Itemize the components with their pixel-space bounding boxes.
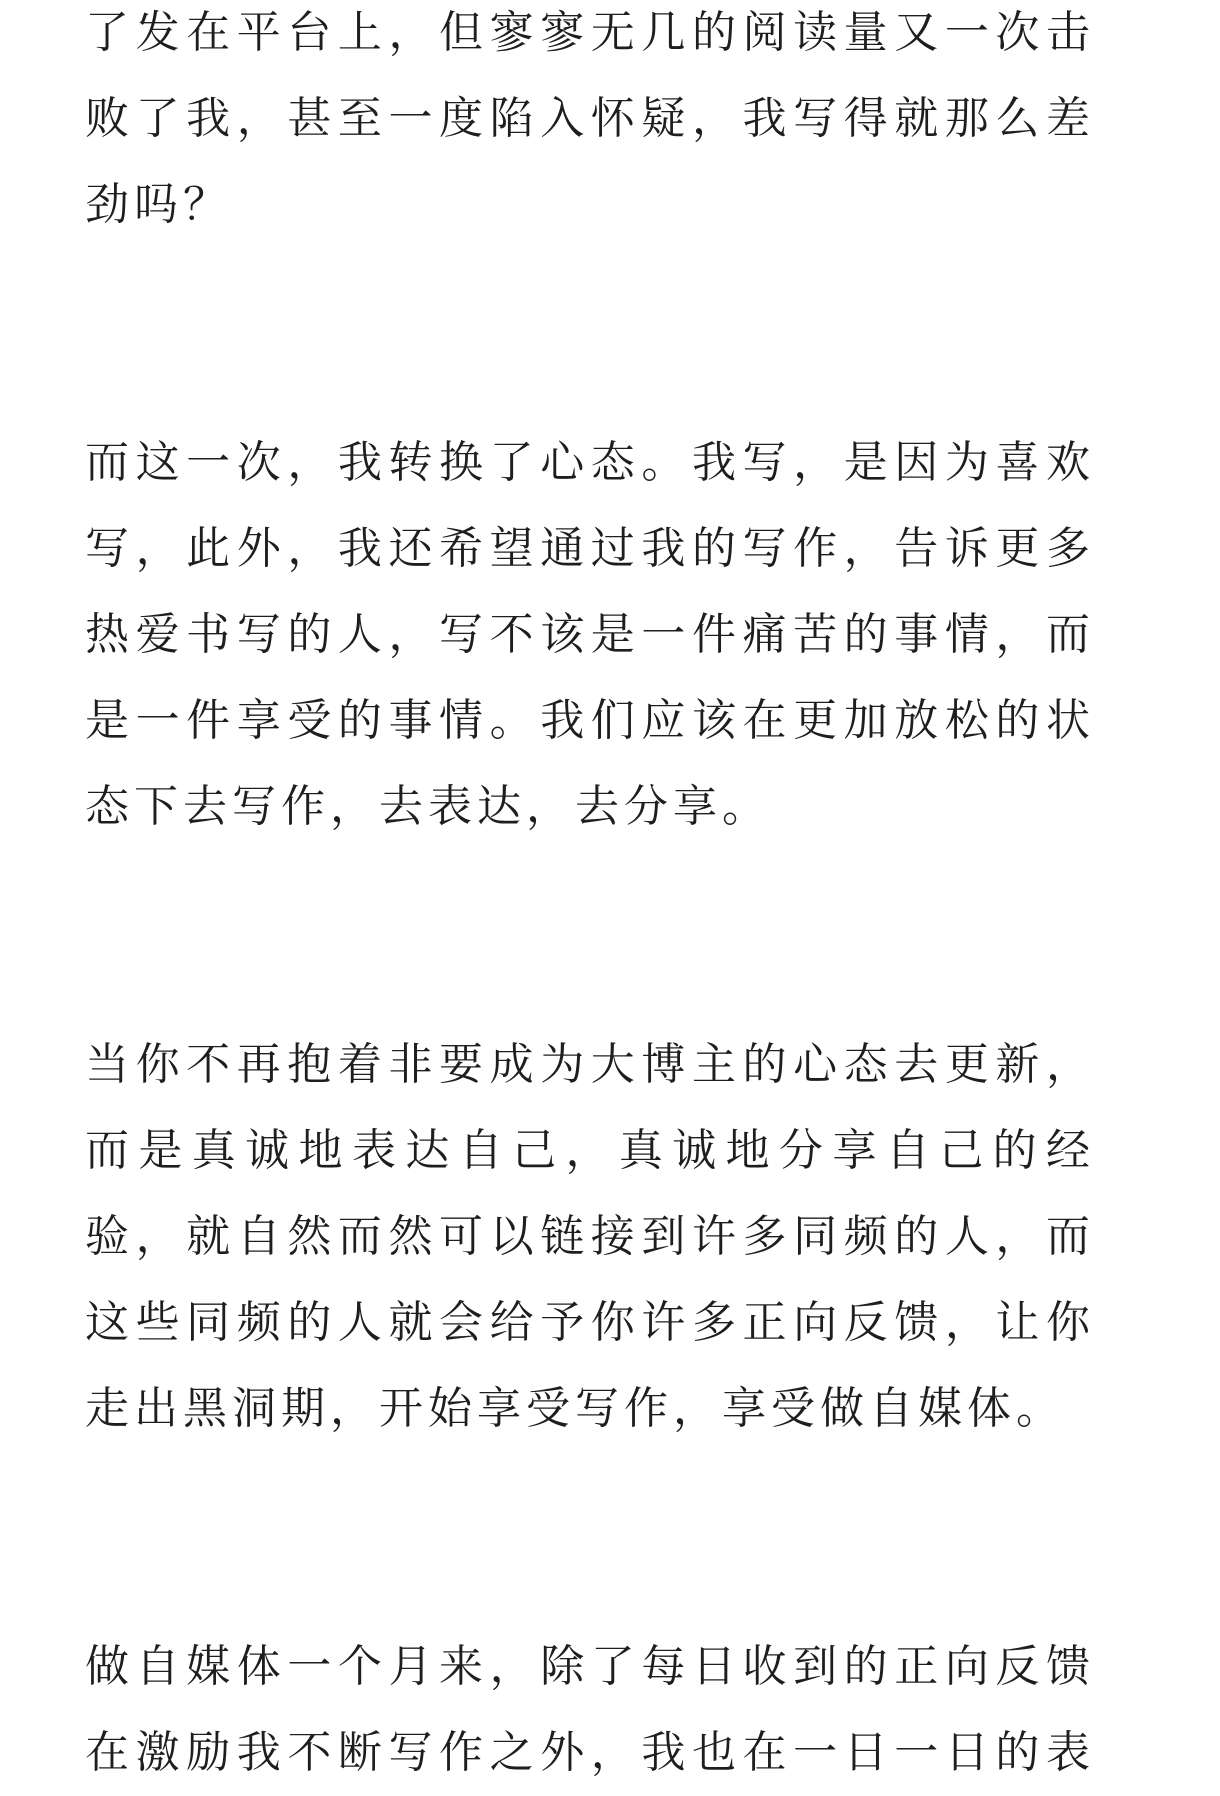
paragraph-3 — [85, 1022, 1095, 1452]
text-line: 而是真诚地表达自己，真诚地分享自己的经 — [85, 1125, 1095, 1176]
article-body — [85, 0, 1095, 1796]
text-line: 做自媒体一个月来，除了每日收到的正向反馈 — [85, 1641, 1095, 1692]
text-line: 验，就自然而然可以链接到许多同频的人，而 — [85, 1211, 1095, 1262]
text-line: 态下去写作，去表达，去分享。 — [85, 781, 771, 832]
paragraph-4 — [85, 1624, 1095, 1796]
text-line: 当你不再抱着非要成为大博主的心态去更新， — [85, 1039, 1095, 1090]
paragraph-gap — [85, 1452, 1095, 1624]
text-line: 热爱书写的人，写不该是一件痛苦的事情，而 — [85, 609, 1095, 660]
text-line: 了发在平台上，但寥寥无几的阅读量又一次击 — [85, 7, 1095, 58]
text-line: 写，此外，我还希望通过我的写作，告诉更多 — [85, 523, 1095, 574]
text-line: 走出黑洞期，开始享受写作，享受做自媒体。 — [85, 1383, 1065, 1434]
text-line: 是一件享受的事情。我们应该在更加放松的状 — [85, 695, 1095, 746]
paragraph-gap — [85, 850, 1095, 1022]
paragraph-2 — [85, 420, 1095, 850]
text-line: 这些同频的人就会给予你许多正向反馈，让你 — [85, 1297, 1095, 1348]
text-line: 在激励我不断写作之外，我也在一日一日的表 — [85, 1727, 1095, 1778]
text-line: 劲吗？ — [85, 179, 232, 230]
text-line: 而这一次，我转换了心态。我写，是因为喜欢 — [85, 437, 1095, 488]
paragraph-gap — [85, 248, 1095, 420]
text-line: 败了我，甚至一度陷入怀疑，我写得就那么差 — [85, 93, 1095, 144]
paragraph-1 — [85, 0, 1095, 248]
